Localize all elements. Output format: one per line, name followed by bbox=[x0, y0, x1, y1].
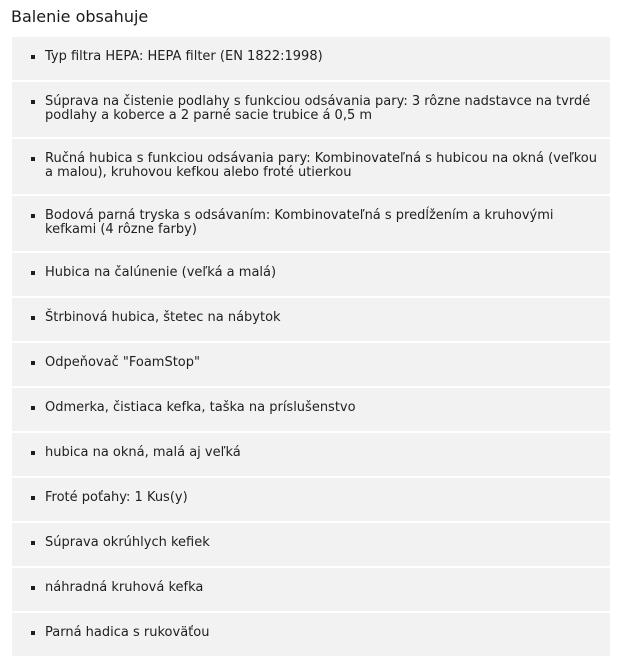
list-item-text: Parná hadica s rukoväťou bbox=[45, 625, 210, 640]
list-item-text: Hubica na čalúnenie (veľká a malá) bbox=[45, 265, 277, 280]
list-item-text: Súprava na čistenie podlahy s funkciou odsávania pary: 3 rôzne nadstavce na tvrdé podlahy a koberce a 2 parné sacie trubice á 0,5 m bbox=[45, 94, 591, 123]
list-item-text: Súprava okrúhlych kefiek bbox=[45, 535, 210, 550]
list-item bbox=[12, 343, 610, 388]
list-item-text: Odpeňovač "FoamStop" bbox=[45, 355, 200, 370]
list-item bbox=[12, 37, 610, 82]
list-item bbox=[12, 613, 610, 658]
bullet-icon bbox=[31, 100, 35, 104]
list-item-text: Typ filtra HEPA: HEPA filter (EN 1822:1998) bbox=[45, 49, 323, 64]
list-item bbox=[12, 388, 610, 433]
bullet-icon bbox=[31, 451, 35, 455]
list-item bbox=[12, 298, 610, 343]
list-item-text: Froté poťahy: 1 Kus(y) bbox=[45, 490, 188, 505]
bullet-icon bbox=[31, 361, 35, 365]
list-item-text: Štrbinová hubica, štetec na nábytok bbox=[45, 310, 281, 325]
bullet-icon bbox=[31, 541, 35, 545]
list-item bbox=[12, 478, 610, 523]
bullet-icon bbox=[31, 55, 35, 59]
list-item-text: náhradná kruhová kefka bbox=[45, 580, 204, 595]
bullet-icon bbox=[31, 406, 35, 410]
list-item bbox=[12, 82, 610, 139]
list-item bbox=[12, 196, 610, 253]
bullet-icon bbox=[31, 157, 35, 161]
bullet-icon bbox=[31, 214, 35, 218]
bullet-icon bbox=[31, 631, 35, 635]
bullet-icon bbox=[31, 316, 35, 320]
list-item-text: Bodová parná tryska s odsávaním: Kombinovateľná s predĺžením a kruhovými kefkami (4 rôzne farby) bbox=[45, 208, 554, 237]
list-item bbox=[12, 523, 610, 568]
list-item-text: Odmerka, čistiaca kefka, taška na príslušenstvo bbox=[45, 400, 356, 415]
list-item bbox=[12, 253, 610, 298]
bullet-icon bbox=[31, 586, 35, 590]
list-item-text: Ručná hubica s funkciou odsávania pary: Kombinovateľná s hubicou na okná (veľkou a malou), kruhovou kefkou alebo froté utierkou bbox=[45, 151, 598, 180]
list-item bbox=[12, 139, 610, 196]
list-item bbox=[12, 568, 610, 613]
list-item-text: hubica na okná, malá aj veľká bbox=[45, 445, 241, 460]
bullet-icon bbox=[31, 271, 35, 275]
package-contents-list bbox=[12, 37, 610, 658]
section-title: Balenie obsahuje bbox=[11, 7, 149, 26]
bullet-icon bbox=[31, 496, 35, 500]
list-item bbox=[12, 433, 610, 478]
